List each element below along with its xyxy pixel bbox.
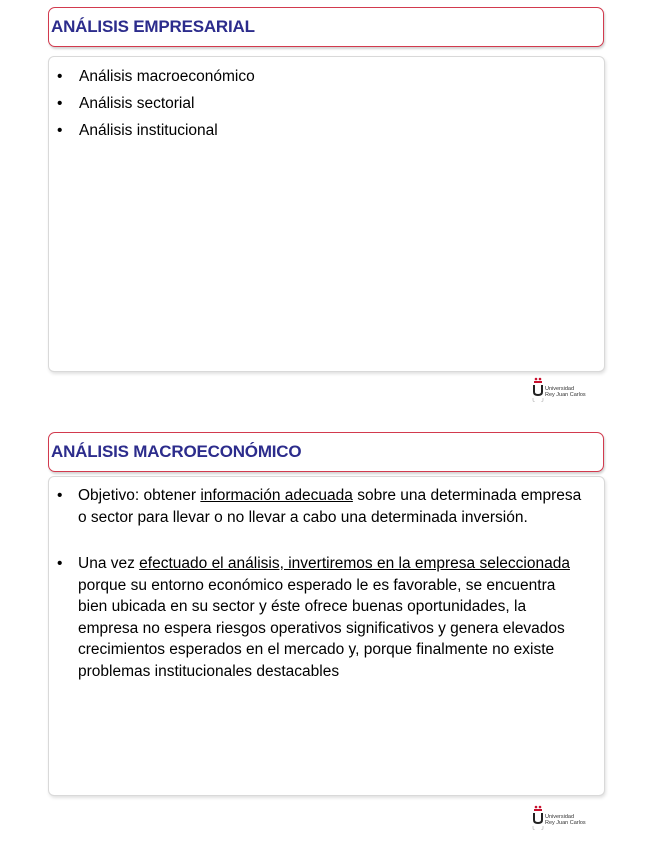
list-item-text: Análisis macroeconómico bbox=[79, 68, 255, 85]
underlined-text: efectuado el análisis, invertiremos en la empresa seleccionada bbox=[139, 555, 570, 572]
bullet-dot-icon: • bbox=[57, 555, 63, 572]
urjc-logo-icon bbox=[531, 376, 545, 402]
list-item bbox=[57, 90, 255, 117]
urjc-logo bbox=[531, 376, 603, 408]
urjc-logo bbox=[531, 804, 603, 836]
bullet-list bbox=[57, 485, 587, 682]
list-item-text: Análisis institucional bbox=[79, 122, 218, 139]
slide-title-box bbox=[48, 432, 604, 472]
slide-title-box bbox=[48, 7, 604, 47]
list-item bbox=[57, 63, 255, 90]
list-item: • Una vez efectuado el análisis, invertiremos en la empresa seleccionada porque su entorno económico esperado le es favorable, se encuentra bien ubicada en su sector y éste ofrece buenas oportunidades, la empresa no espera riesgos operativos significativos y genera elevados crecimientos esperados en el mercado y, porque finalmente no existe problemas institucionales destacables bbox=[57, 555, 570, 680]
urjc-logo-icon bbox=[531, 804, 545, 830]
list-item bbox=[57, 117, 255, 144]
slide-content-box bbox=[48, 56, 605, 372]
list-item: • Objetivo: obtener información adecuada sobre una determinada empresa o sector para llevar o no llevar a cabo una determinada inversión. bbox=[57, 487, 582, 526]
logo-text: Universidad Rey Juan Carlos bbox=[545, 386, 586, 398]
bullet-dot-icon: • bbox=[57, 122, 63, 139]
bullet-list bbox=[57, 63, 255, 144]
bullet-dot-icon: • bbox=[57, 487, 63, 504]
slide-analisis-macroeconomico bbox=[0, 424, 655, 848]
slide-content-box bbox=[48, 476, 605, 796]
slide-title: ANÁLISIS MACROECONÓMICO bbox=[51, 442, 302, 461]
logo-text: Universidad Rey Juan Carlos bbox=[545, 814, 586, 826]
underlined-text: información adecuada bbox=[200, 487, 353, 504]
bullet-dot-icon: • bbox=[57, 95, 63, 112]
list-item-text: Análisis sectorial bbox=[79, 95, 195, 112]
bullet-dot-icon: • bbox=[57, 68, 63, 85]
slide-title: ANÁLISIS EMPRESARIAL bbox=[51, 17, 255, 36]
